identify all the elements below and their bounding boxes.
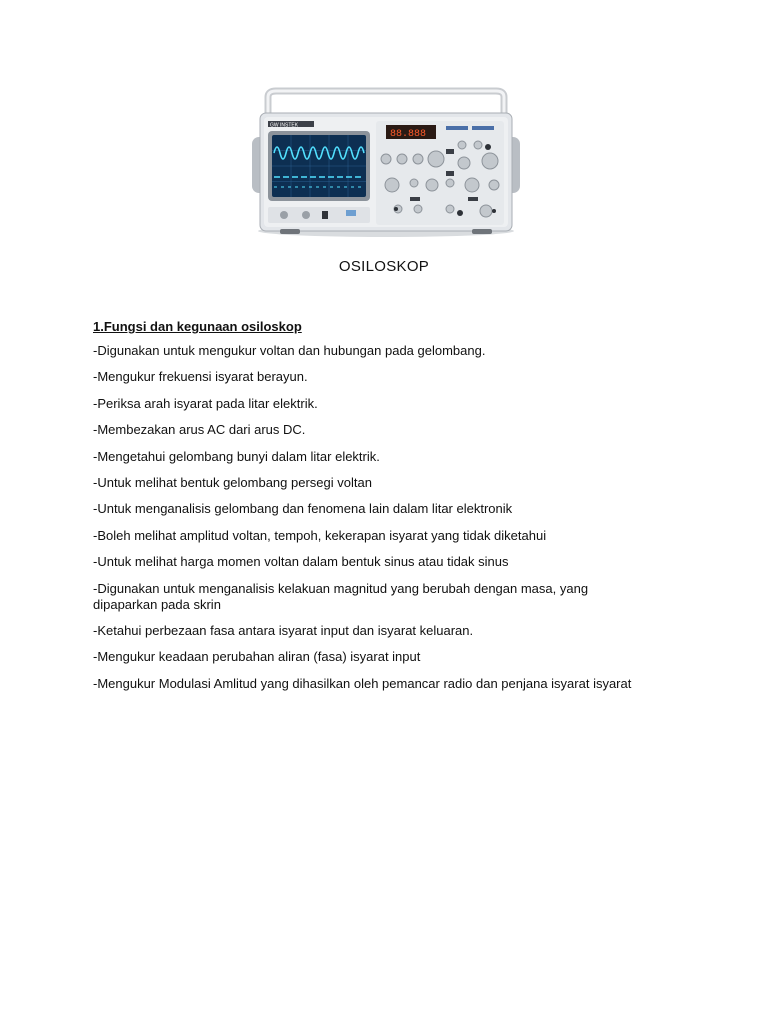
list-item: -Untuk melihat bentuk gelombang persegi voltan bbox=[93, 474, 372, 490]
brand-text: GW INSTEK bbox=[270, 122, 299, 129]
list-item: -Untuk melihat harga momen voltan dalam bentuk sinus atau tidak sinus bbox=[93, 554, 509, 570]
list-item: -Mengukur Modulasi Amlitud yang dihasilkan oleh pemancar radio dan penjana isyarat isyarat bbox=[93, 675, 632, 691]
list-item: -Mengukur keadaan perubahan aliran (fasa) isyarat input bbox=[93, 649, 421, 665]
list-item: -Mengukur frekuensi isyarat berayun. bbox=[93, 369, 308, 385]
oscilloscope-image bbox=[250, 85, 522, 240]
page-title: OSILOSKOP bbox=[338, 258, 430, 275]
list-item: -Mengetahui gelombang bunyi dalam litar elektrik. bbox=[93, 448, 380, 464]
list-item: -Boleh melihat amplitud voltan, tempoh, kekerapan isyarat yang tidak diketahui bbox=[93, 527, 547, 543]
section-heading: 1.Fungsi dan kegunaan osiloskop bbox=[93, 319, 302, 334]
list-item: -Digunakan untuk menganalisis kelakuan magnitud yang berubah dengan masa, yang dipaparkan pada skrin bbox=[93, 580, 589, 612]
list-item: -Ketahui perbezaan fasa antara isyarat input dan isyarat keluaran. bbox=[93, 622, 474, 638]
list-item: -Digunakan untuk mengukur voltan dan hubungan pada gelombang. bbox=[93, 343, 486, 358]
oscilloscope-illustration bbox=[250, 85, 522, 240]
list-item: -Periksa arah isyarat pada litar elektrik. bbox=[93, 395, 318, 411]
frequency-readout: 88.888 bbox=[390, 129, 427, 140]
content-section bbox=[93, 319, 653, 702]
list-item: -Untuk menganalisis gelombang dan fenomena lain dalam litar elektronik bbox=[93, 501, 513, 517]
list-item: -Membezakan arus AC dari arus DC. bbox=[93, 422, 306, 438]
